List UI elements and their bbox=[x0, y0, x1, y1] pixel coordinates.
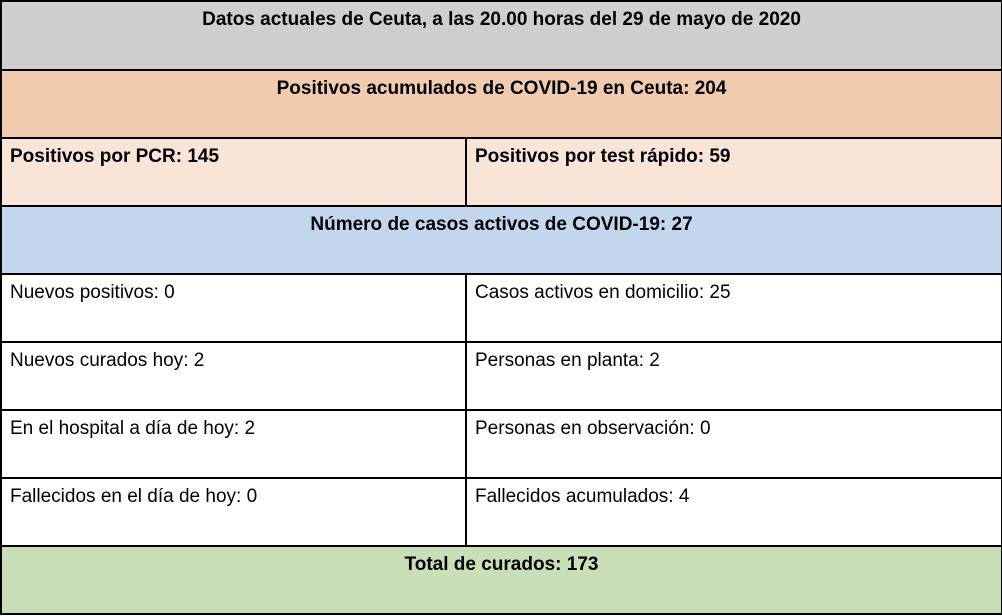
report-title: Datos actuales de Ceuta, a las 20.00 horas del 29 de mayo de 2020 bbox=[1, 1, 1002, 70]
observation-patients: Personas en observación: 0 bbox=[466, 410, 1002, 478]
active-row bbox=[1, 206, 1002, 274]
cured-row bbox=[1, 546, 1002, 614]
detail-row bbox=[1, 410, 1002, 478]
active-cases: Número de casos activos de COVID-19: 27 bbox=[1, 206, 1002, 274]
new-positives: Nuevos positivos: 0 bbox=[1, 274, 466, 342]
accumulated-positives: Positivos acumulados de COVID-19 en Ceuta: 204 bbox=[1, 70, 1002, 138]
new-cured-today: Nuevos curados hoy: 2 bbox=[1, 342, 466, 410]
detail-row bbox=[1, 342, 1002, 410]
pcr-positives: Positivos por PCR: 145 bbox=[1, 138, 466, 206]
hospitalized-today: En el hospital a día de hoy: 2 bbox=[1, 410, 466, 478]
detail-row bbox=[1, 274, 1002, 342]
accumulated-row bbox=[1, 70, 1002, 138]
rapid-test-positives: Positivos por test rápido: 59 bbox=[466, 138, 1002, 206]
accumulated-deaths: Fallecidos acumulados: 4 bbox=[466, 478, 1002, 546]
tests-row bbox=[1, 138, 1002, 206]
header-row bbox=[1, 1, 1002, 70]
detail-row bbox=[1, 478, 1002, 546]
ward-patients: Personas en planta: 2 bbox=[466, 342, 1002, 410]
home-active-cases: Casos activos en domicilio: 25 bbox=[466, 274, 1002, 342]
total-cured: Total de curados: 173 bbox=[1, 546, 1002, 614]
deaths-today: Fallecidos en el día de hoy: 0 bbox=[1, 478, 466, 546]
